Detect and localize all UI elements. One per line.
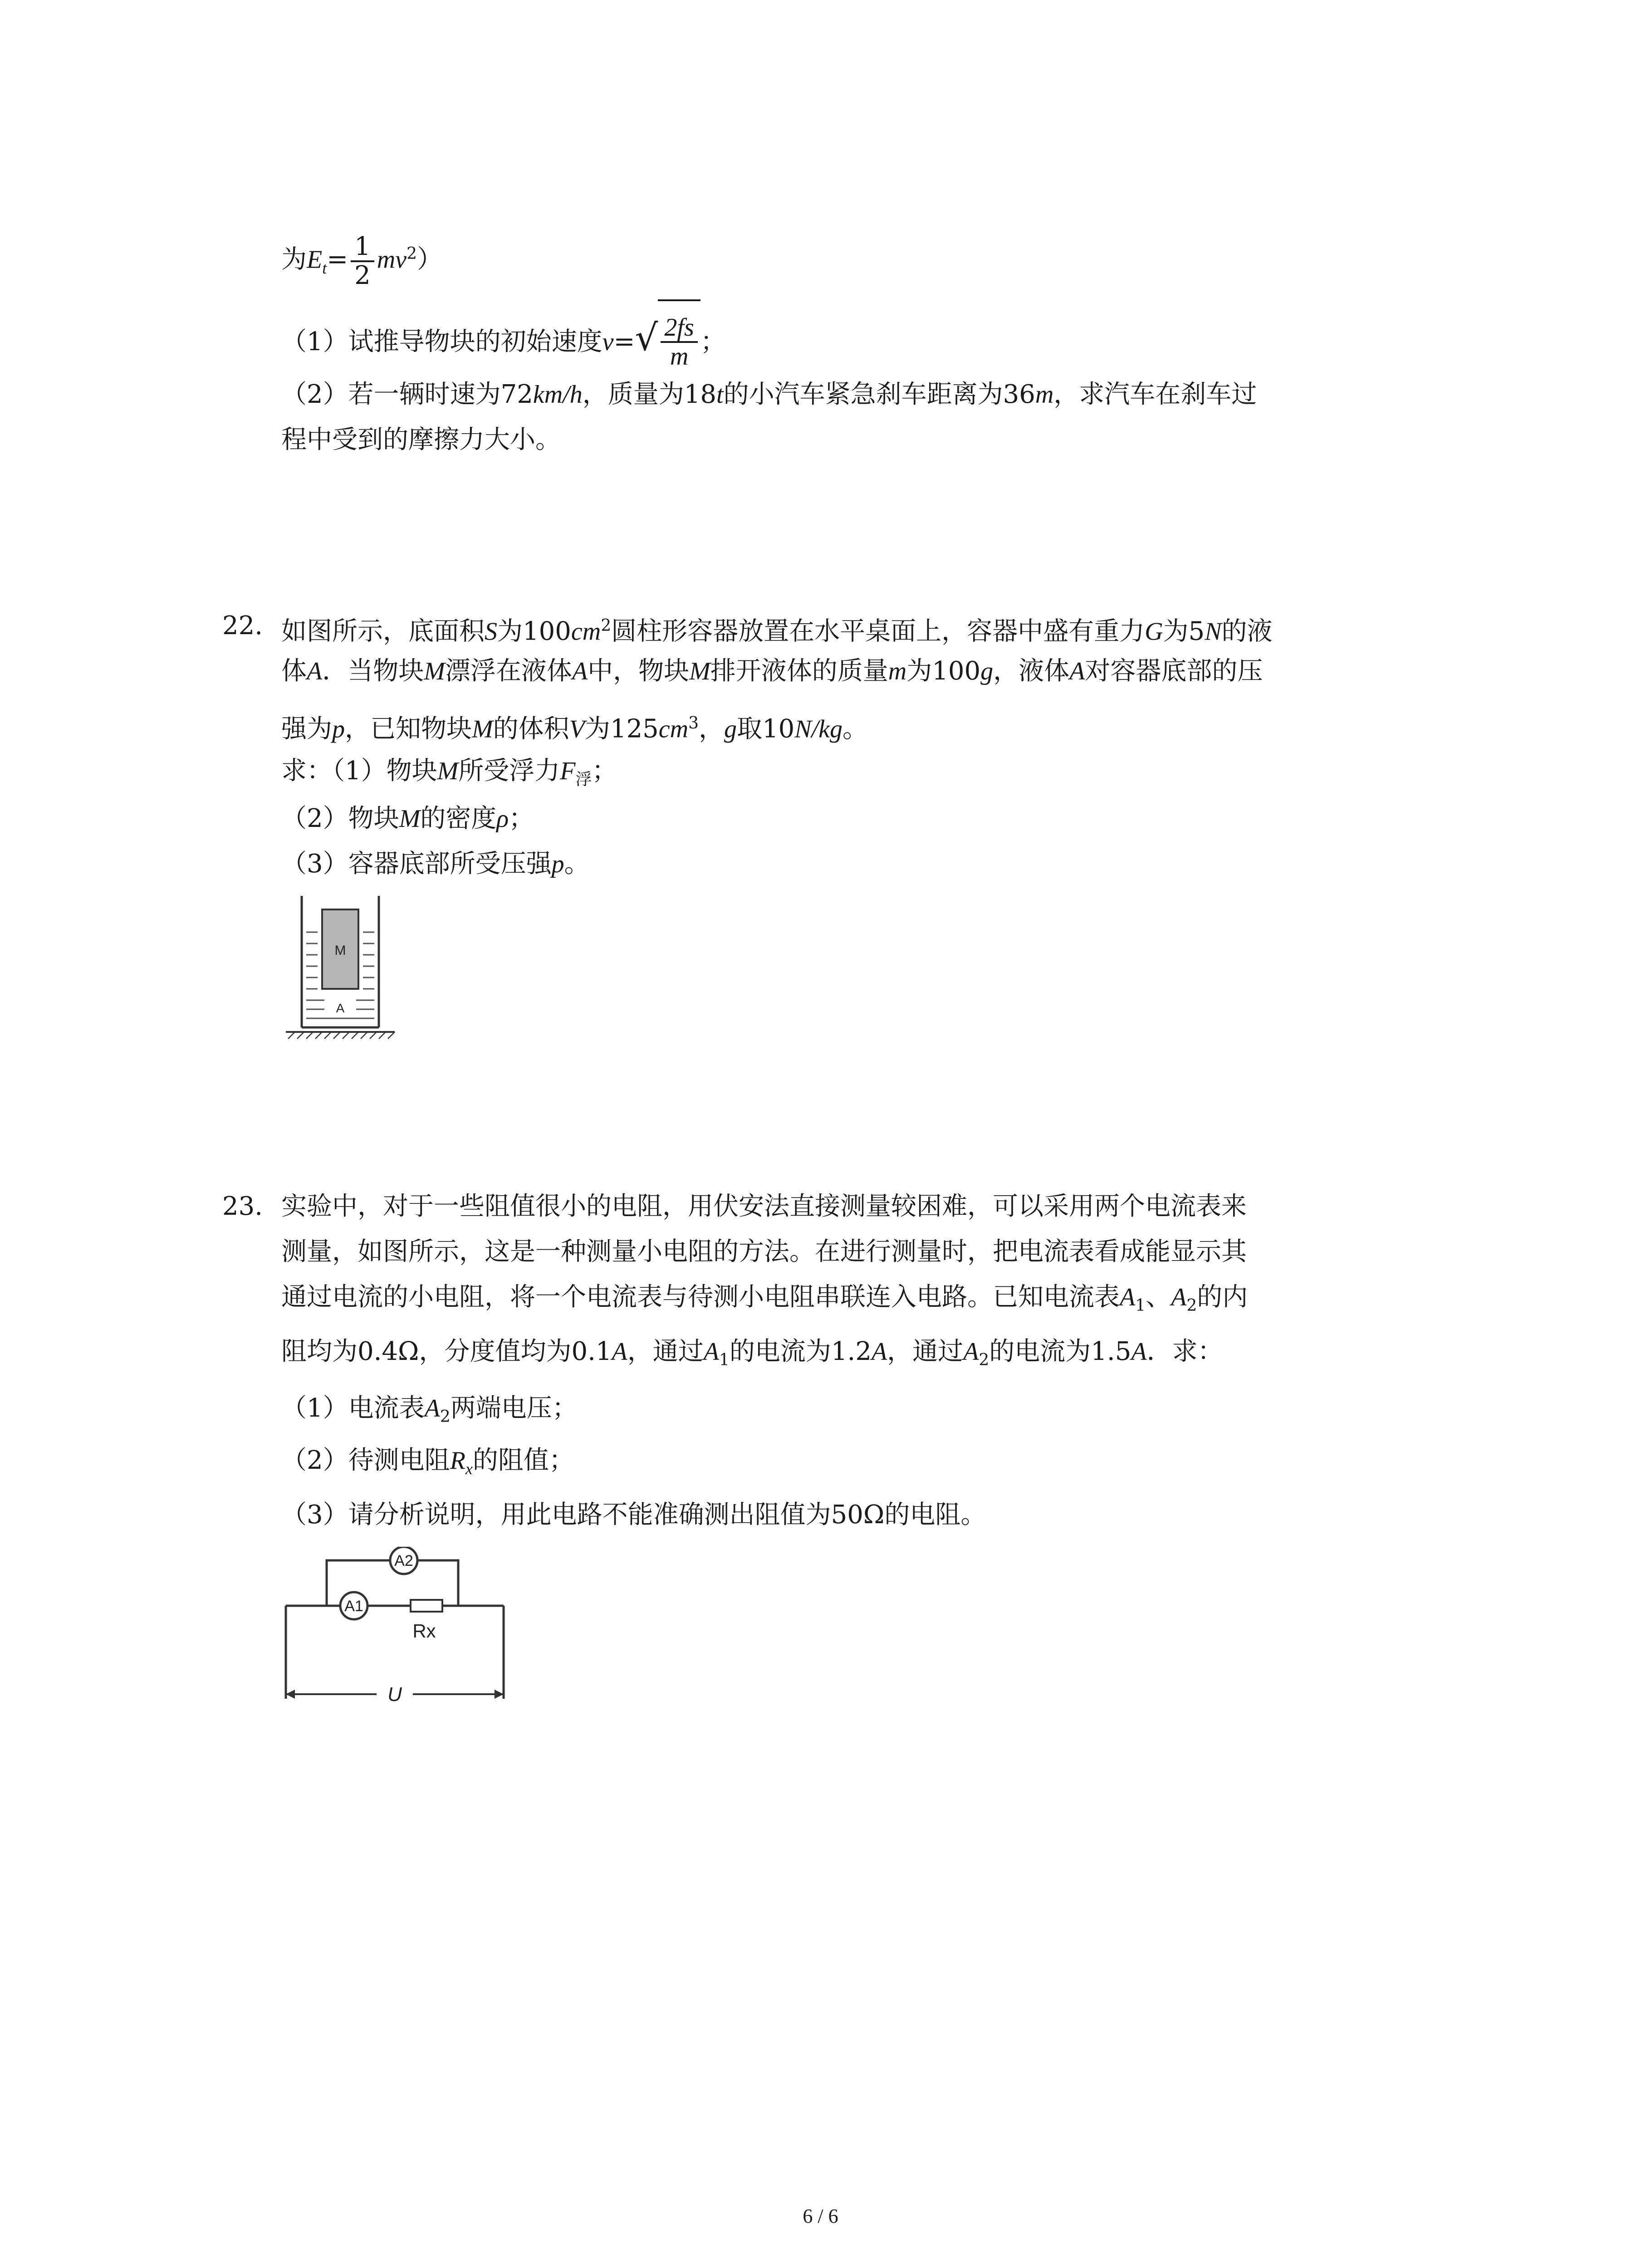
equals: = [327,244,348,274]
var: M [689,657,710,685]
var: m [888,657,907,685]
unit: A [871,1338,887,1366]
text: ， [698,714,724,744]
text: 圆柱形容器放置在水平桌面上，容器中盛有重力 [611,616,1145,646]
container-figure [281,894,399,1043]
text: （3）请分析说明，用此电路不能准确测出阻值为50Ω的电阻。 [281,1500,986,1530]
exp: 2 [601,616,612,635]
text: 排开液体的质量 [710,656,888,686]
u-arrowhead-left [286,1690,295,1699]
ammeter-a2-label: A2 [394,1552,413,1569]
text: ，质量为18 [582,380,717,409]
text: 两端电压； [450,1393,578,1423]
radical-sign: √ [635,317,658,359]
text: 体 [281,656,307,686]
text: 为5 [1163,616,1205,646]
frac-den: 2 [354,261,371,291]
exp: 3 [688,714,699,733]
text: ．求： [1146,1337,1223,1366]
page-number: 6 / 6 [803,2205,838,2227]
unit: km/h [533,381,583,409]
q23-ask2 [281,1442,574,1487]
q22-line3 [281,705,868,748]
sub: 2 [979,1351,989,1370]
text: 漂浮在液体 [445,656,572,686]
close-paren: ） [417,244,442,274]
var: A [703,1338,719,1366]
mv: mv [377,245,407,274]
q23-line2 [281,1234,1247,1270]
text: 的小汽车紧急刹车距离为36 [723,380,1035,409]
text: 的内 [1197,1282,1248,1312]
q22-line1 [281,608,1273,650]
q21-part2-line1 [281,376,1257,413]
sub: 2 [1186,1296,1197,1315]
q23-line1 [281,1188,1247,1225]
text: 的密度 [420,804,497,833]
text: 取10 [736,714,795,744]
var: ρ [496,805,509,833]
resistor-rx-label: Rx [412,1620,436,1642]
text: 为100 [906,656,981,686]
unit: N/kg [794,715,843,743]
text: ； [700,327,726,357]
energy-sub: t [322,259,327,277]
var: A [1171,1283,1187,1311]
var: A [307,657,323,685]
q23-ask1 [281,1390,578,1435]
text: （1）电流表 [281,1393,425,1423]
var-v: v [602,328,614,356]
var: A [424,1394,440,1422]
sqrt-expression [635,299,700,376]
text: 为125 [584,714,659,744]
text: 的阻值； [472,1446,574,1475]
resistor-rx [411,1600,442,1612]
text: 。 [843,714,868,744]
q22-ask2 [281,801,534,837]
q22-line2 [281,653,1263,689]
text: 程中受到的摩擦力大小。 [281,425,561,455]
text: 的电流为1.2 [729,1337,872,1366]
text: 的电流为1.5 [989,1337,1132,1366]
q21-part1 [281,299,726,378]
var: M [424,657,445,685]
q22-ask1 [281,753,617,798]
sub: x [465,1460,473,1478]
block-m-label: M [334,943,346,958]
text: 为100 [497,616,571,646]
var: A [1120,1283,1136,1311]
unit: cm [658,715,689,743]
text: 求：（1）物块 [281,756,437,786]
q21-part2-line2 [281,422,561,458]
q23-ask3 [281,1497,986,1533]
text: （1）试推导物块的初始速度 [281,327,603,357]
var: R [450,1447,465,1475]
unit: g [980,657,994,685]
circuit-figure [281,1547,517,1715]
var: p [332,715,345,743]
circuit-wires [286,1560,504,1699]
q23-line3 [281,1279,1248,1324]
text: ，通过 [627,1337,704,1366]
var: G [1145,617,1163,646]
text: （2）若一辆时速为72 [281,380,533,409]
sub: 浮 [575,770,592,789]
text: 测量，如图所示，这是一种测量小电阻的方法。在进行测量时，把电流表看成能显示其 [281,1237,1247,1266]
equals: = [613,327,635,357]
var: M [472,715,493,743]
question-23-number: 23. [222,1192,263,1221]
text: 所受浮力 [458,756,560,786]
unit: cm [571,617,601,646]
text: 实验中，对于一些阻值很小的电阻，用伏安法直接测量较困难，可以采用两个电流表来 [281,1192,1247,1221]
text: ，通过 [887,1337,964,1366]
text: 的液 [1221,616,1273,646]
unit: t [716,381,724,409]
text: 对容器底部的压 [1085,656,1263,686]
text: 强为 [281,714,332,744]
var: M [437,757,459,785]
var: A [572,657,588,685]
voltage-u-label: U [387,1683,402,1706]
text: 如图所示，底面积 [281,616,485,646]
fraction-2fs-m [661,314,697,370]
unit: N [1205,617,1222,646]
var: S [485,617,497,646]
text: （2）待测电阻 [281,1446,450,1475]
q23-line4 [281,1334,1223,1378]
text: 。 [564,849,590,879]
energy-formula-line [281,218,442,304]
var: g [724,715,737,743]
fraction-half [351,233,374,289]
text: ； [509,804,534,833]
text: （3）容器底部所受压强 [281,849,552,879]
text: 中，物块 [588,656,690,686]
text: 的体积 [493,714,569,744]
var: p [551,850,564,878]
energy-symbol: E [307,245,323,274]
radicand [658,299,700,376]
frac-num: 2fs [661,314,697,343]
text: ，已知物块 [345,714,472,744]
text: ．当物块 [322,656,424,686]
unit: m [1035,381,1054,409]
text: ，液体 [993,656,1070,686]
sub: 2 [440,1408,451,1427]
text: 为 [281,244,307,274]
sub: 1 [719,1351,730,1370]
question-22-number: 22. [222,611,263,640]
ammeter-a1-label: A1 [344,1598,363,1615]
var: M [399,805,421,833]
text: 阻均为0.4Ω，分度值均为0.1 [281,1337,612,1366]
var: F [560,757,576,785]
frac-den: m [670,342,689,371]
text: （2）物块 [281,804,399,833]
liquid-a-label: A [336,1001,345,1015]
q22-ask3 [281,846,590,882]
text: 通过电流的小电阻，将一个电流表与待测小电阻串联连入电路。已知电流表 [281,1282,1120,1312]
ground-hatch [288,1032,395,1039]
unit: A [612,1338,627,1366]
var: A [1069,657,1085,685]
text: 、 [1146,1282,1171,1312]
text: ； [592,756,617,786]
var: V [569,715,585,743]
unit: A [1131,1338,1147,1366]
sub: 1 [1135,1296,1146,1315]
u-arrowhead-right [495,1690,504,1699]
var: A [963,1338,979,1366]
frac-num: 1 [351,233,374,262]
exp: 2 [407,244,417,263]
text: ，求汽车在刹车过 [1053,380,1257,409]
